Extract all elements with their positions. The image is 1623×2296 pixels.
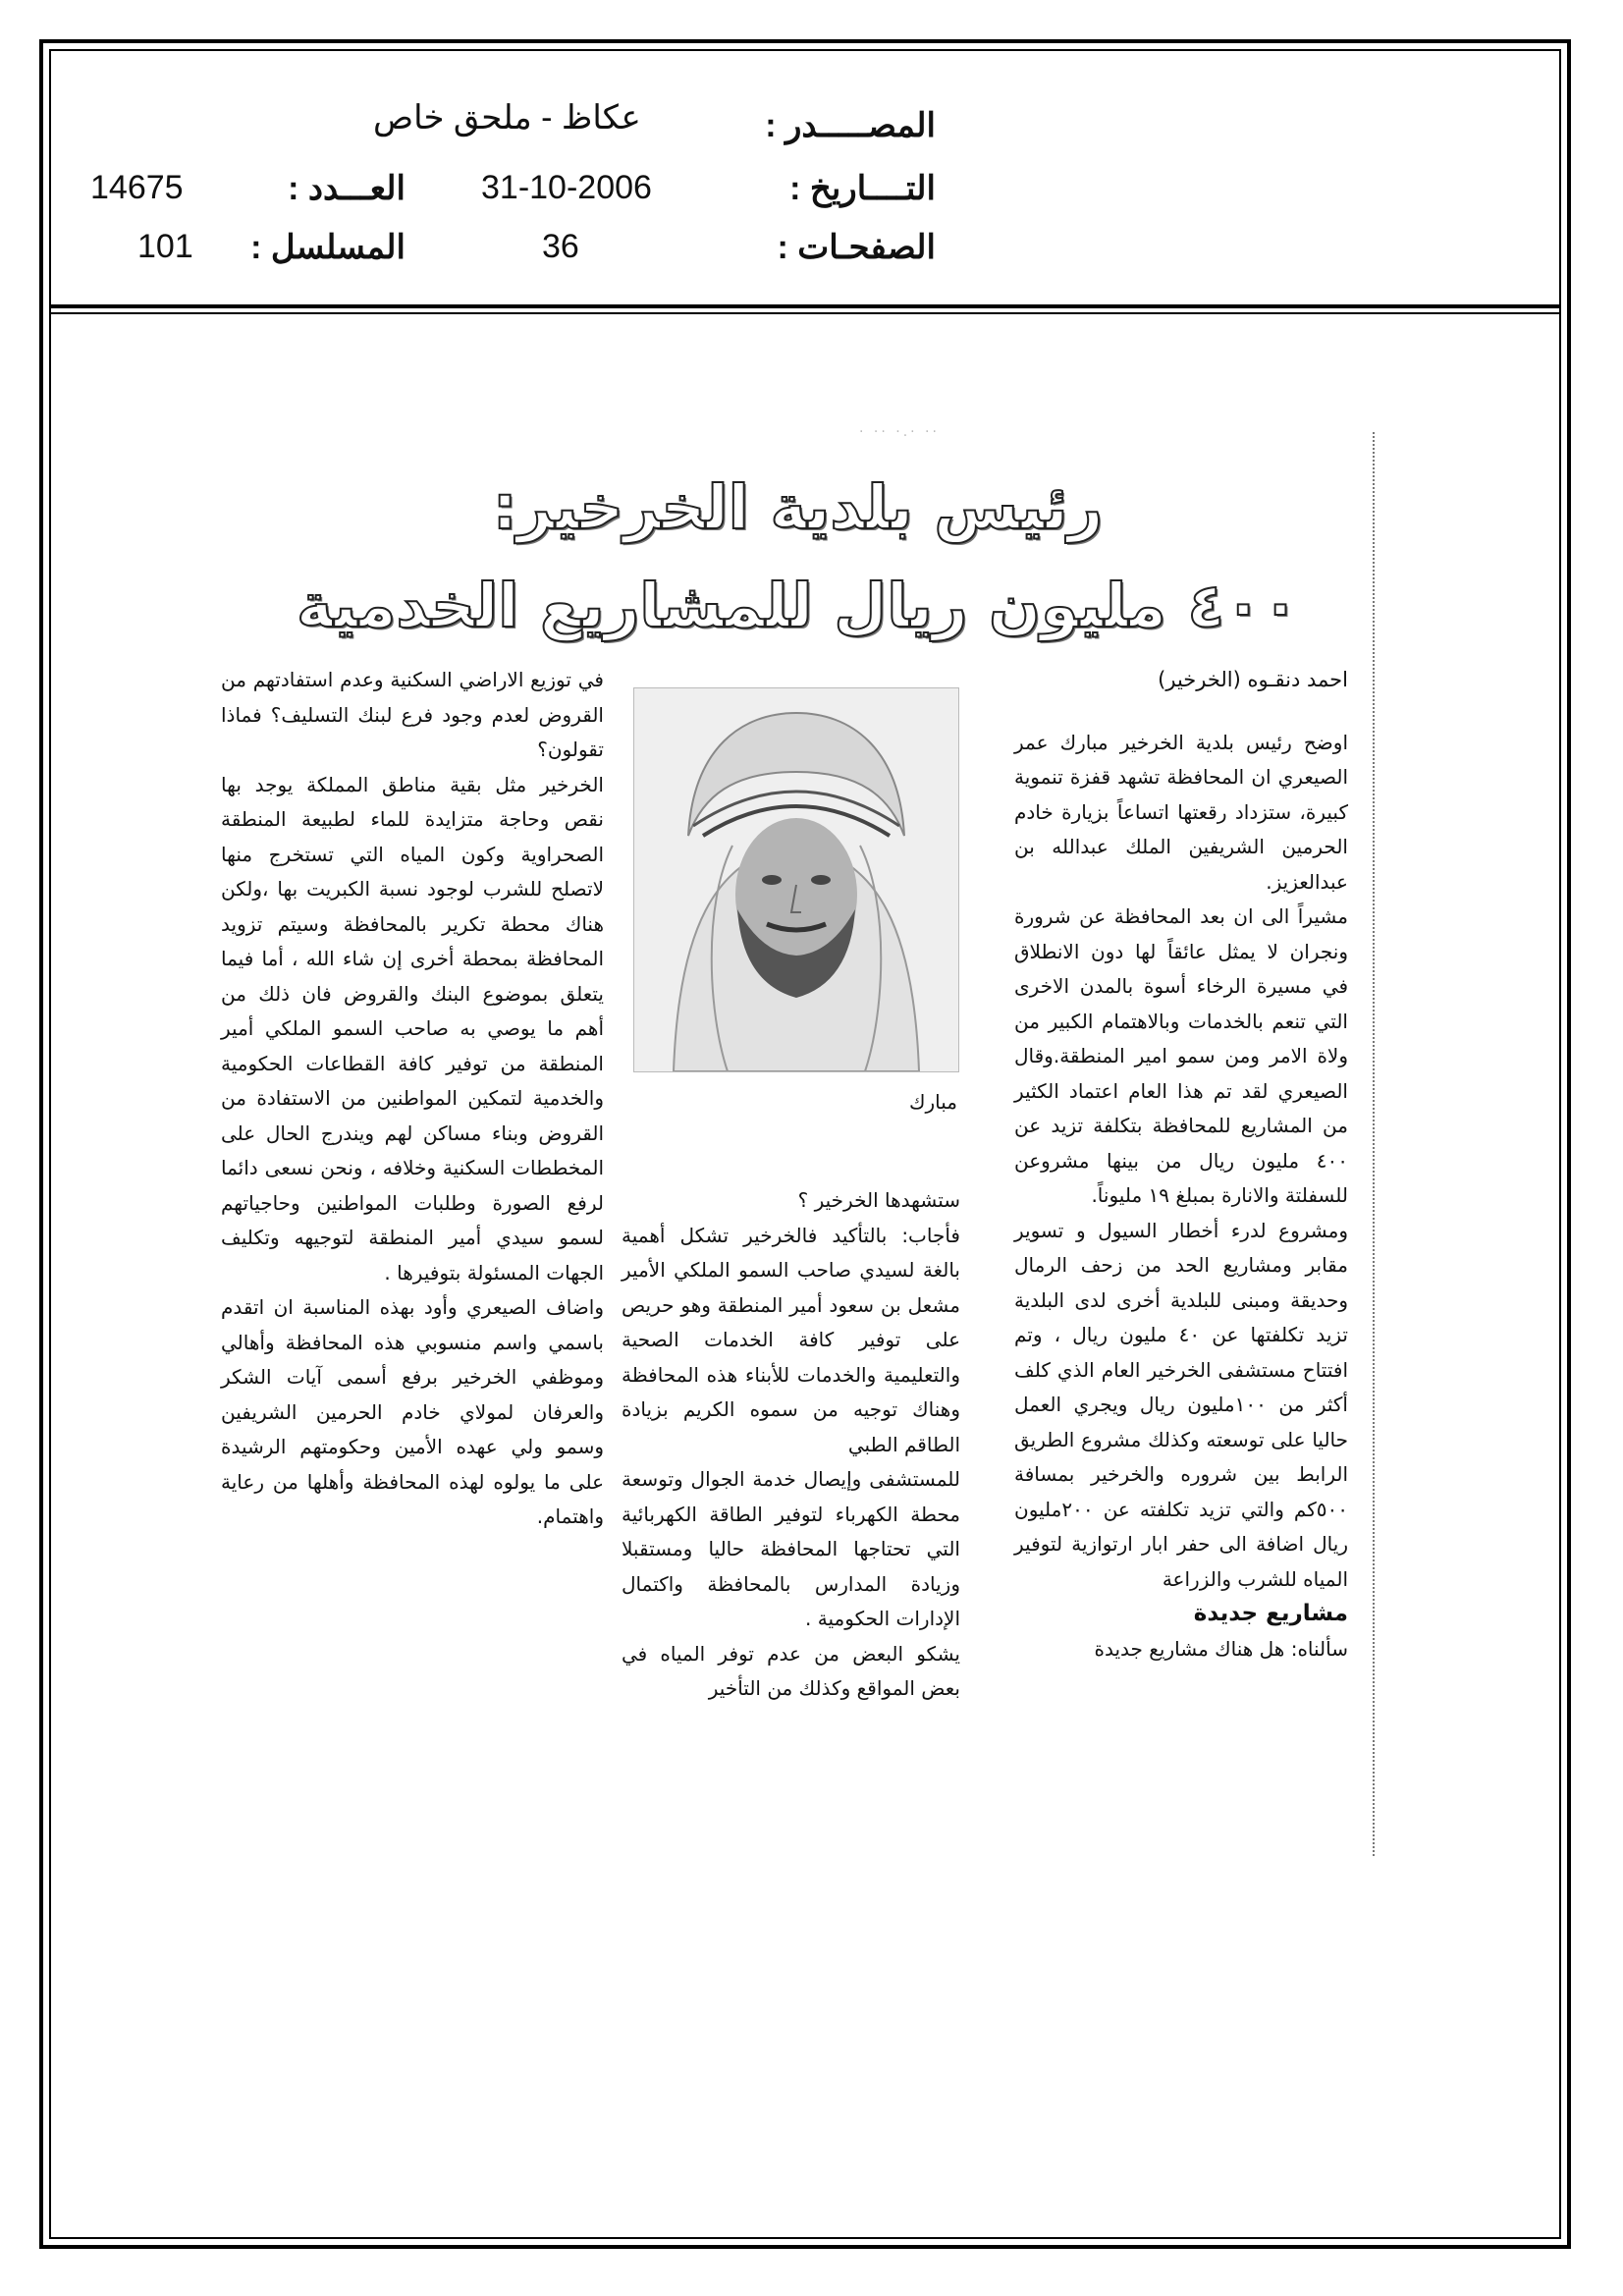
header-divider: [49, 304, 1561, 308]
paragraph: الخرخير مثل بقية مناطق المملكة يوجد بها نقص وحاجة متزايدة للماء لطبيعة المنطقة الصحراوية وكون المياه التي تستخرج منها لاتصلح للشرب لوجود نسبة الكبريت بها ،ولكن هناك محطة تكرير بالمحافظة وسيتم تزويد المحافظة بمحطة أخرى إن شاء الله ، أما فيما يتعلق بموضوع البنك والقروض فان ذلك من أهم ما يوصي به صاحب السمو الملكي أمير المنطقة من توفير كافة القطاعات الحكومية والخدمية لتمكين المواطنين من الاستفادة من القروض وبناء مساكن لهم ويندرج الحال على المخططات السكنية وخلافه ، ونحن نسعى دائما لرفع الصورة وطلبات المواطنين وحاجياتهم لسمو سيدي أمير المنطقة لتوجيهه وتكليف الجهات المسئولة بتوفيرها .: [221, 772, 604, 1285]
paragraph: واضاف الصيعري وأود بهذه المناسبة ان اتقدم باسمي واسم منسوبي هذه المحافظة وأهالي وموظفي الخرخير برفع أسمى آيات الشكر والعرفان لمولاي خادم الحرمين الشريفين وسمو ولي عهده الأمين وحكومتهم الرشيدة على ما يولوه لهذه المحافظة وأهلها من رعاية واهتمام.: [221, 1295, 604, 1528]
article-column-right: [1014, 663, 1348, 1667]
portrait-photo: [633, 687, 959, 1072]
portrait-image: [634, 688, 958, 1071]
issue-value: 14675: [90, 169, 184, 206]
issue-label: العـــدد :: [288, 170, 406, 207]
article-column-middle: [622, 1183, 960, 1707]
header-divider-thin: [49, 312, 1561, 314]
pages-value: 36: [542, 228, 579, 265]
date-label: التــــاريخ :: [789, 170, 936, 207]
source-value: عكاظ - ملحق خاص: [373, 99, 641, 137]
column-rule: [1373, 432, 1375, 1856]
date-value: 31-10-2006: [481, 169, 652, 206]
source-label: المصـــــدر :: [765, 107, 936, 144]
scan-speckle: · ·· ·.· ··: [859, 424, 940, 440]
byline: احمد دنقـوه (الخرخير): [1158, 668, 1348, 691]
paragraph: اوضح رئيس بلدية الخرخير مبارك عمر الصيعري ان المحافظة تشهد قفزة تنموية كبيرة، ستزداد رقعتها اتساعاً بزيارة خادم الحرمين الشريفين الملك عبدالله بن عبدالعزيز.: [1014, 730, 1348, 894]
paragraph: سألناه: هل هناك مشاريع جديدة: [1094, 1636, 1348, 1661]
paragraph: يشكو البعض من عدم توفر المياه في بعض المواقع وكذلك من التأخير: [622, 1641, 960, 1700]
paragraph: مشيراً الى ان بعد المحافظة عن شرورة ونجران لا يمثل عائقاً لها دون الانطلاق في مسيرة الرخاء أسوة بالمدن الاخرى التي تنعم بالخدمات وبالاهتمام الكبير من ولاة الامر ومن سمو امير المنطقة.وقال الصيعري لقد تم هذا العام اعتماد الكثير من المشاريع للمحافظة بتكلفة تزيد عن ٤٠٠ مليون ريال من بينها مشروعن للسفلتة والانارة بمبلغ ١٩ مليوناً.: [1014, 904, 1348, 1207]
paragraph: في توزيع الاراضي السكنية وعدم استفادتهم من القروض لعدم وجود فرع لبنك التسليف؟ فماذا تقولون؟: [221, 668, 604, 761]
subheading: مشاريع جديدة: [1193, 1601, 1348, 1626]
headline-line-2: ٤٠٠ مليون ريال للمشاريع الخدمية: [297, 570, 1299, 641]
pages-label: الصفحـات :: [777, 229, 936, 266]
headline-line-1: رئيس بلدية الخرخير:: [492, 471, 1104, 543]
paragraph: ومشروع لدرء أخطار السيول و تسوير مقابر ومشاريع الحد من زحف الرمال وحديقة ومبنى للبلدية أخرى لدى البلدية تزيد تكلفتها عن ٤٠ مليون ريال ، وتم افتتاح مستشفى الخرخير العام الذي كلف أكثر من ١٠٠مليون ريال ويجري العمل حاليا على توسعته وكذلك مشروع الطريق الرابط بين شروره والخرخير بمسافة ٥٠٠كم والتي تزيد تكلفته عن ٢٠٠مليون ريال اضافة الى حفر ابار ارتوازية لتوفير المياه للشرب والزراعة: [1014, 1218, 1348, 1591]
article-clipping: [221, 412, 1375, 1915]
serial-value: 101: [137, 228, 193, 265]
photo-caption: مبارك: [909, 1090, 957, 1114]
paragraph: فأجاب: بالتأكيد فالخرخير تشكل أهمية بالغة لسيدي صاحب السمو الملكي الأمير مشعل بن سعود أمير المنطقة وهو حريص على توفير كافة الخدمات الصحية والتعليمية والخدمات للأبناء هذه المحافظة وهناك توجيه من سموه الكريم بزيادة الطاقم الطبي: [622, 1223, 960, 1456]
paragraph: ستشهدها الخرخير ؟: [797, 1188, 960, 1212]
paragraph: للمستشفى وإيصال خدمة الجوال وتوسعة محطة الكهرباء لتوفير الطاقة الكهربائية التي تحتاجها المحافظة حاليا ومستقبلا وزيادة المدارس بالمحافظة واكتمال الإدارات الحكومية .: [622, 1467, 960, 1630]
article-column-left: [221, 663, 604, 1535]
serial-label: المسلسل :: [250, 229, 406, 266]
